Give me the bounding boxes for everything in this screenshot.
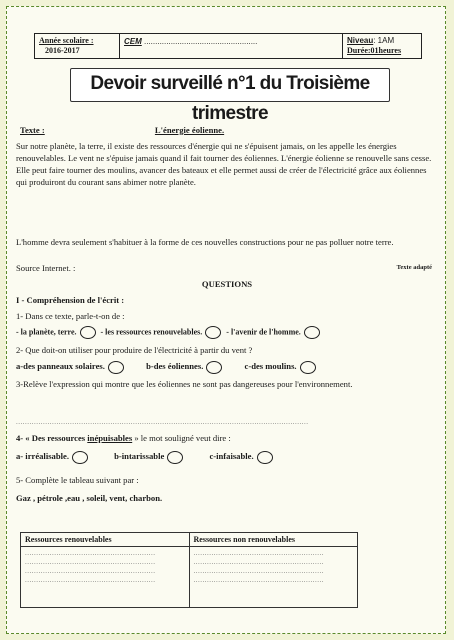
q2-option-a: a-des panneaux solaires. (16, 361, 105, 371)
table-header-renewable: Ressources renouvelables (21, 533, 190, 547)
table-row (21, 547, 358, 608)
q1-option-c: - l'avenir de l'homme. (226, 327, 301, 337)
table-header-row (21, 533, 358, 547)
level-value: : 1AM (373, 36, 395, 45)
questions-title: QUESTIONS (201, 279, 253, 289)
q4-options (16, 450, 438, 464)
resources-table (20, 532, 358, 608)
header-level-cell (343, 34, 421, 58)
text-heading-line (16, 124, 438, 136)
table-header-nonrenewable: Ressources non renouvelables (189, 533, 358, 547)
header-year-cell (35, 34, 120, 58)
q4-option-b: b-intarissable (114, 451, 165, 461)
q2-options (16, 360, 438, 374)
q5-words: Gaz , pétrole ,eau , soleil, vent, charbon. (16, 493, 163, 503)
q4-underlined-word: inépuisables (87, 433, 133, 443)
dots-line: .......................................................... (25, 567, 156, 575)
header-cem-cell (120, 34, 343, 58)
q4-option-c: c-infaisable. (209, 451, 254, 461)
radio-circle[interactable] (206, 361, 222, 374)
page-title: Devoir surveillé n°1 du Troisième trimestre (70, 68, 390, 102)
section-title: I - Compréhension de l'écrit : (16, 295, 125, 305)
question-1: 1- Dans ce texte, parle-t-on de : (16, 311, 125, 321)
source: Source Internet. : (16, 263, 76, 273)
radio-circle[interactable] (304, 326, 320, 339)
q2-option-c: c-des moulins. (244, 361, 297, 371)
duration: Durée:01heures (347, 46, 402, 55)
radio-circle[interactable] (108, 361, 124, 374)
source-line (16, 262, 438, 274)
radio-circle[interactable] (205, 326, 221, 339)
header-box (34, 33, 422, 59)
radio-circle[interactable] (300, 361, 316, 374)
texte-label: Texte : (20, 125, 45, 135)
radio-circle[interactable] (167, 451, 183, 464)
text-title: L'énergie éolienne. (154, 125, 225, 135)
q1-option-a: - la planète, terre. (16, 327, 77, 337)
dots-line: .......................................................... (25, 558, 156, 566)
q4-suffix: » le mot souligné veut dire : (132, 433, 231, 443)
question-4 (16, 432, 438, 444)
q1-options (16, 326, 438, 339)
q2-option-b: b-des éoliennes. (146, 361, 204, 371)
year-value: 2016-2017 (45, 46, 80, 55)
answer-dots: .................................................................................................................................. (16, 418, 309, 426)
cem-label: CEM (124, 37, 142, 46)
year-label: Année scolaire : (39, 36, 94, 45)
radio-circle[interactable] (257, 451, 273, 464)
level-label: Niveau (347, 36, 374, 45)
nonrenewable-answer-cell[interactable] (189, 547, 358, 608)
question-2: 2- Que doit-on utiliser pour produire de l'électricité à partir du vent ? (16, 345, 253, 355)
q4-option-a: a- irréalisable. (16, 451, 69, 461)
radio-circle[interactable] (80, 326, 96, 339)
q4-prefix: 4- « Des ressources (16, 433, 88, 443)
paragraph-1: Sur notre planète, la terre, il existe des ressources d'énergie qui ne s'épuisent jamais, on les appelle les énergies renouvelables. Le vent ne s'épuise jamais quand il fait tourner des éoliennes. L'énergie éolienne se renouvelle sans cesse. Elle peut faire tourner des moulins, avancer des bateaux et elle permet aussi de créer de l'électricité grâce aux éoliennes qui produiront du courant sans abimer notre planète. (16, 141, 432, 187)
dots-line: .......................................................... (193, 549, 324, 557)
texte-adapte: Texte adapté (396, 264, 432, 271)
dots-line: .......................................................... (193, 576, 324, 584)
dots-line: .......................................................... (25, 576, 156, 584)
radio-circle[interactable] (72, 451, 88, 464)
dots-line: .......................................................... (193, 558, 324, 566)
question-5: 5- Complète le tableau suivant par : (16, 475, 139, 485)
question-3: 3-Relève l'expression qui montre que les éoliennes ne sont pas dangereuses pour l'environnement. (16, 379, 353, 389)
paragraph-2: L'homme devra seulement s'habituer à la forme de ces nouvelles constructions pour ne pas polluer notre terre. (16, 237, 394, 247)
dots-line: .......................................................... (25, 549, 156, 557)
q1-option-b: - les ressources renouvelables. (100, 327, 203, 337)
cem-dots: ................................................... (144, 37, 258, 46)
dots-line: .......................................................... (193, 567, 324, 575)
renewable-answer-cell[interactable] (21, 547, 190, 608)
